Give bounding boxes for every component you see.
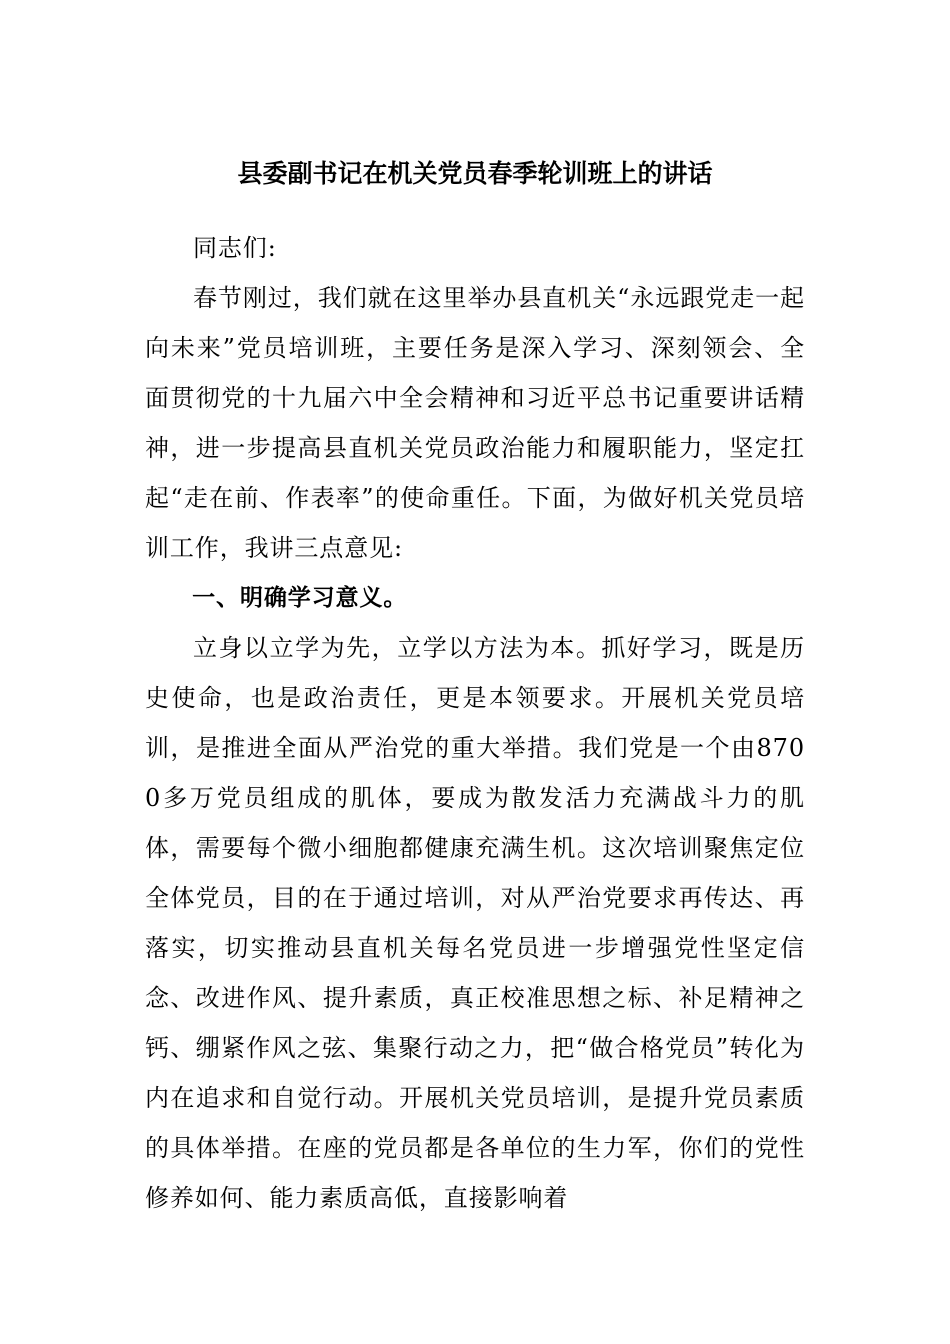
paragraph-intro: 春节刚过，我们就在这里举办县直机关“永远跟党走一起向未来”党员培训班，主要任务是深入学习、深刻领会、全面贯彻党的十九届六中全会精神和习近平总书记重要讲话精神，进一步提高县直机关党员政治能力和履职能力，坚定扛起“走在前、作表率”的使命重任。下面，为做好机关党员培训工作，我讲三点意见: bbox=[145, 284, 805, 562]
document-body bbox=[145, 223, 805, 1223]
section-heading-1: 一、明确学习意义。 bbox=[192, 585, 408, 611]
salutation: 同志们: bbox=[193, 234, 277, 262]
paragraph-section-1: 立身以立学为先，立学以方法为本。抓好学习，既是历史使命，也是政治责任，更是本领要求。开展机关党员培训，是推进全面从严治党的重大举措。我们党是一个由8700多万党员组成的肌体，要成为散发活力充满战斗力的肌体，需要每个微小细胞都健康充满生机。这次培训聚焦定位全体党员，目的在于通过培训，对从严治党要求再传达、再落实，切实推动县直机关每名党员进一步增强党性坚定信念、改进作风、提升素质，真正校准思想之标、补足精神之钙、绷紧作风之弦、集聚行动之力，把“做合格党员”转化为内在追求和自觉行动。开展机关党员培训，是提升党员素质的具体举措。在座的党员都是各单位的生力军，你们的党性修养如何、能力素质高低，直接影响着 bbox=[145, 634, 805, 1212]
document-title: 县委副书记在机关党员春季轮训班上的讲话 bbox=[237, 159, 713, 188]
